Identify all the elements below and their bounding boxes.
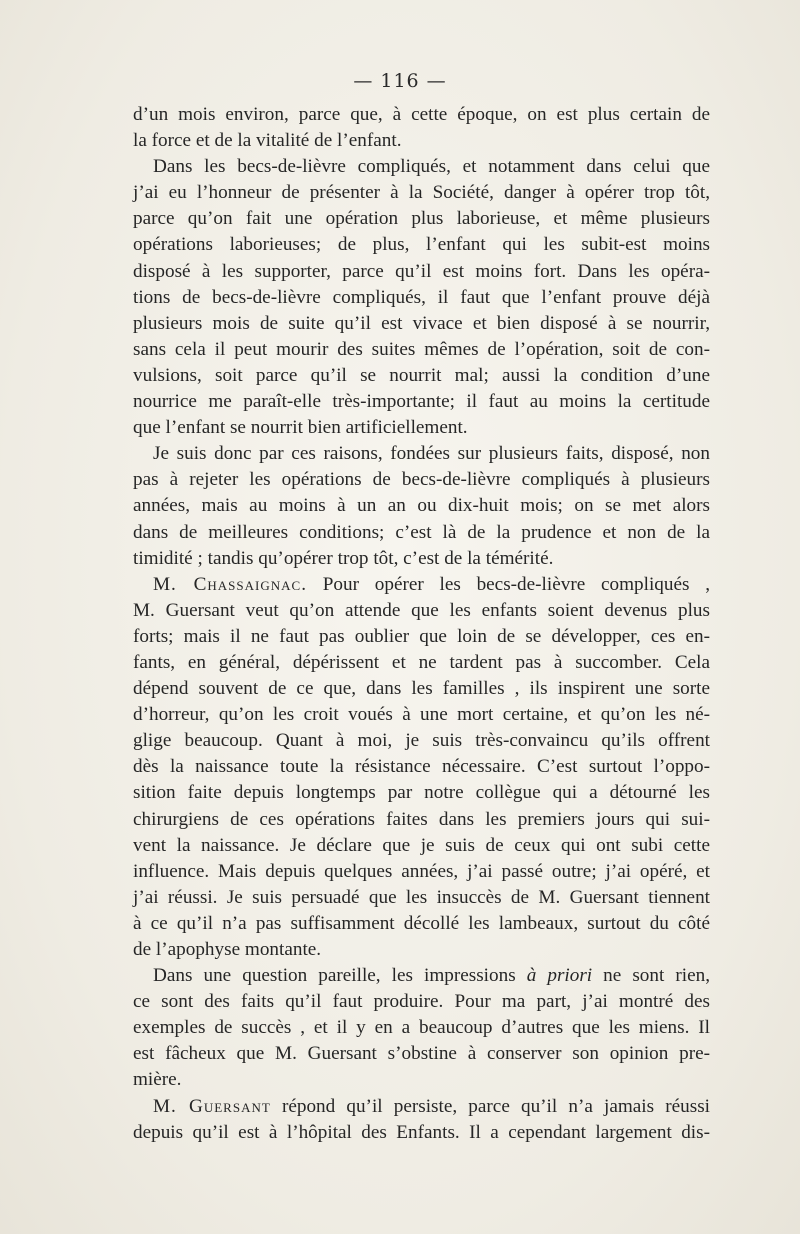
text-line: M. Guersant veut qu’on attende que les enfants soient devenus plus <box>133 599 710 621</box>
text-line: sans cela il peut mourir des suites mêmes de l’opération, soit de con- <box>133 338 710 360</box>
text-line <box>133 1094 710 1120</box>
speaker-name: M. Guersant <box>153 1095 271 1117</box>
text-line: chirurgiens de ces opérations faites dans les premiers jours qui sui- <box>133 808 710 830</box>
text-line: timidité ; tandis qu’opérer trop tôt, c’est de la témérité. <box>133 547 554 569</box>
text-line: ce sont des faits qu’il faut produire. Pour ma part, j’ai montré des <box>133 991 710 1013</box>
text-line: exemples de succès , et il y en a beaucoup d’autres que les miens. Il <box>133 1017 710 1039</box>
text-span: Dans une question pareille, les impressions <box>153 965 527 987</box>
text-line: plusieurs mois de suite qu’il est vivace et bien disposé à se nourrir, <box>133 312 710 334</box>
text-line: Je suis donc par ces raisons, fondées sur plusieurs faits, disposé, non <box>153 443 710 465</box>
text-line: d’horreur, qu’on les croit voués à une mort certaine, et qu’on les né- <box>133 704 710 726</box>
text-line: forts; mais il ne faut pas oublier que loin de se développer, ces en- <box>133 625 710 647</box>
text-line: influence. Mais depuis quelques années, j’ai passé outre; j’ai opéré, et <box>133 860 710 882</box>
text-line: tions de becs-de-lièvre compliqués, il faut que l’enfant prouve déjà <box>133 286 710 308</box>
text-line: à ce qu’il n’a pas suffisamment décollé les lambeaux, surtout du côté <box>133 912 710 934</box>
text-span: répond qu’il persiste, parce qu’il n’a jamais réussi <box>270 1095 710 1117</box>
text-line: années, mais au moins à un an ou dix-huit mois; on se met alors <box>133 495 710 517</box>
text-line: dans de meilleures conditions; c’est là de la prudence et non de la <box>133 521 710 543</box>
text-line: d’un mois environ, parce que, à cette époque, on est plus certain de <box>133 104 710 125</box>
text-line: j’ai réussi. Je suis persuadé que les insuccès de M. Guersant tiennent <box>133 886 710 908</box>
italic-text: à priori <box>526 965 593 987</box>
text-line: fants, en général, dépérissent et ne tardent pas à succomber. Cela <box>133 651 710 673</box>
text-line: la force et de la vitalité de l’enfant. <box>133 130 402 152</box>
text-line: dépend souvent de ce que, dans les familles , ils inspirent une sorte <box>133 678 710 700</box>
text-line <box>133 572 710 598</box>
text-span: Pour opérer les becs-de-lièvre compliqués , <box>307 573 710 595</box>
text-line: j’ai eu l’honneur de présenter à la Société, danger à opérer trop tôt, <box>133 182 710 204</box>
text-line: opérations laborieuses; de plus, l’enfant qui les subit-est moins <box>133 234 710 256</box>
text-line: mière. <box>133 1069 182 1091</box>
page-number: — 116 — <box>353 70 447 92</box>
text-line: est fâcheux que M. Guersant s’obstine à conserver son opinion pre- <box>133 1043 710 1065</box>
speaker-name: M. Chassaignac. <box>153 573 307 595</box>
text-line: depuis qu’il est à l’hôpital des Enfants. Il a cependant largement dis- <box>133 1121 710 1143</box>
text-line: nourrice me paraît-elle très-importante; il faut au moins la certitude <box>133 391 710 413</box>
text-line: glige beaucoup. Quant à moi, je suis très-convaincu qu’ils offrent <box>133 730 710 752</box>
text-line: pas à rejeter les opérations de becs-de-lièvre compliqués à plusieurs <box>133 469 710 491</box>
text-line: disposé à les supporter, parce qu’il est moins fort. Dans les opéra- <box>133 260 710 282</box>
text-line: parce qu’on fait une opération plus laborieuse, et même plusieurs <box>133 208 710 230</box>
text-line: Dans les becs-de-lièvre compliqués, et notamment dans celui que <box>153 156 710 178</box>
body-text <box>133 102 710 1146</box>
text-line: vulsions, soit parce qu’il se nourrit mal; aussi la condition d’une <box>133 364 710 386</box>
text-line <box>133 963 710 989</box>
text-line: vent la naissance. Je déclare que je suis de ceux qui ont subi cette <box>133 834 710 856</box>
text-span: ne sont rien, <box>592 965 710 987</box>
text-line: de l’apophyse montante. <box>133 939 322 960</box>
text-line: que l’enfant se nourrit bien artificiellement. <box>133 417 468 439</box>
text-line: sition faite depuis longtemps par notre collègue qui a détourné les <box>133 782 710 804</box>
text-line: dès la naissance toute la résistance nécessaire. C’est surtout l’oppo- <box>133 756 710 778</box>
